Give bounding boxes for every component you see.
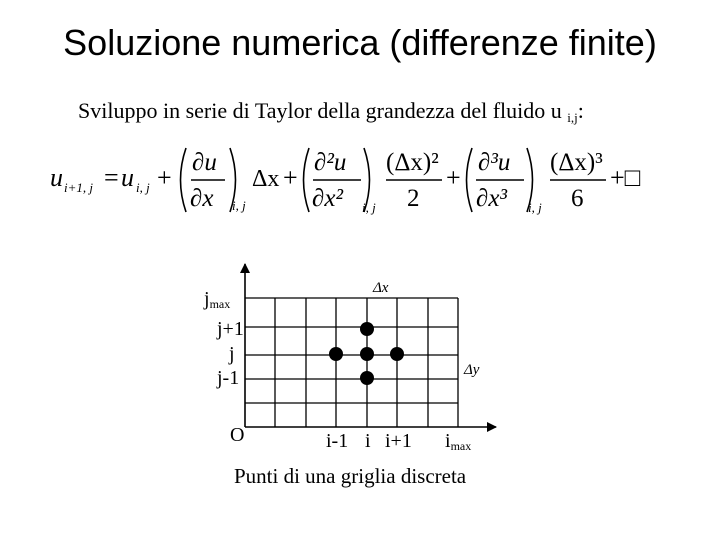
- grid-lines: [245, 298, 458, 427]
- subtitle-subscript: i,j: [567, 110, 578, 125]
- label-iplus1: i+1: [385, 430, 412, 452]
- d3-denominator: ∂x³: [476, 185, 507, 212]
- stencil-point-left: [329, 347, 343, 361]
- stencil-point-center: [360, 347, 374, 361]
- d2-denominator: ∂x²: [312, 185, 343, 212]
- rhs-u: u: [121, 163, 134, 192]
- dx-squared: (Δx)²: [386, 149, 439, 176]
- d3-eval-subscript: i, j: [528, 200, 542, 215]
- dy-label: Δy: [464, 362, 480, 378]
- d2-eval-subscript: i, j: [362, 200, 376, 215]
- label-j: j: [229, 343, 235, 365]
- label-imax: $i_{max}$: [445, 430, 472, 453]
- lhs-u: u: [50, 163, 63, 192]
- plus-2: +: [283, 163, 298, 192]
- d1-denominator: ∂x: [190, 185, 214, 212]
- d2-numerator: ∂²u: [314, 149, 347, 176]
- label-jmax: $j_{max}$: [204, 288, 231, 311]
- denominator-2: 2: [407, 185, 420, 212]
- rhs-subscript: i, j: [136, 180, 150, 195]
- equation-tail: +□: [610, 163, 641, 192]
- d1-numerator: ∂u: [192, 149, 217, 176]
- equals-sign: =: [104, 163, 119, 192]
- label-i: i: [365, 430, 371, 452]
- dx-term: Δx: [252, 166, 280, 192]
- label-iminus1: i-1: [326, 430, 349, 452]
- grid-caption: Punti di una griglia discreta: [234, 464, 467, 488]
- label-origin: O: [230, 424, 245, 446]
- label-jminus1: j-1: [217, 367, 240, 389]
- slide-title: Soluzione numerica (differenze finite): [63, 22, 657, 63]
- denominator-6: 6: [571, 185, 584, 212]
- d3-numerator: ∂³u: [478, 149, 511, 176]
- dx-cubed: (Δx)³: [550, 149, 603, 176]
- lhs-subscript: i+1, j: [64, 180, 93, 195]
- stencil-point-bottom: [360, 371, 374, 385]
- label-jplus1: j+1: [217, 318, 244, 340]
- subtitle-colon: :: [577, 98, 584, 123]
- dx-label: Δx: [373, 280, 389, 296]
- subtitle-text: Sviluppo in serie di Taylor della grandezza del fluido u: [78, 98, 562, 123]
- plus-1: +: [157, 163, 172, 192]
- d1-eval-subscript: i, j: [232, 198, 246, 213]
- plus-3: +: [446, 163, 461, 192]
- stencil-point-right: [390, 347, 404, 361]
- stencil-point-top: [360, 322, 374, 336]
